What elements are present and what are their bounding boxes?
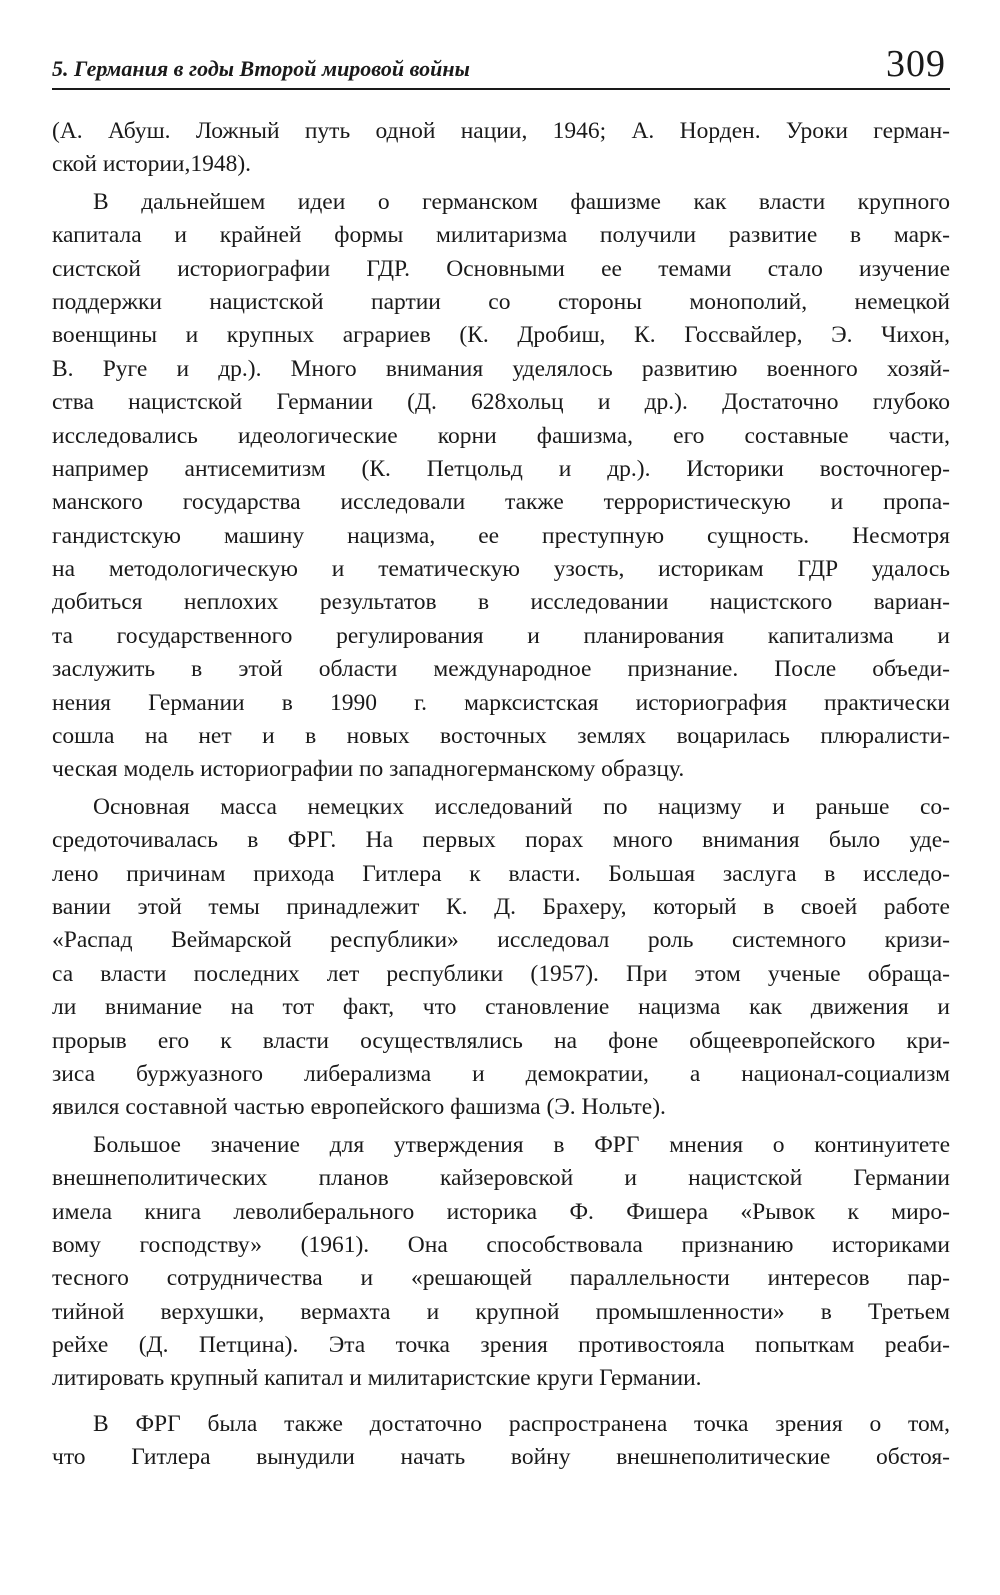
text-line: В. Руге и др.). Много внимания уделялось развитию военного хозяй-	[52, 355, 950, 382]
text-line: ства нацистской Германии (Д. 628хольц и др.). Достаточно глубоко	[52, 389, 950, 416]
text-line: ской истории,1948).	[52, 151, 252, 178]
text-line: вому господству» (1961). Она способствовала признанию историками	[52, 1231, 950, 1258]
paragraph	[52, 115, 950, 182]
paragraph	[52, 1129, 950, 1396]
text-line: систской историографии ГДР. Основными ее темами стало изучение	[52, 255, 950, 282]
text-line: ли внимание на тот факт, что становление нацизма как движения и	[52, 994, 950, 1021]
text-line: что Гитлера вынудили начать войну внешнеполитические обстоя-	[52, 1444, 950, 1471]
text-line: В дальнейшем идеи о германском фашизме как власти крупного	[93, 188, 950, 215]
paragraph	[52, 186, 950, 787]
text-line: та государственного регулирования и планирования капитализма и	[52, 622, 950, 649]
text-line: капитала и крайней формы милитаризма получили развитие в марк-	[52, 222, 950, 249]
text-line: зиса буржуазного либерализма и демократии, а национал-социализм	[52, 1060, 950, 1087]
text-line: Большое значение для утверждения в ФРГ мнения о континуитете	[93, 1131, 950, 1158]
text-line: гандистскую машину нацизма, ее преступную сущность. Несмотря	[52, 522, 950, 549]
text-line: В ФРГ была также достаточно распространена точка зрения о том,	[93, 1410, 950, 1437]
text-line: исследовались идеологические корни фашизма, его составные части,	[52, 422, 950, 449]
page-number: 309	[886, 43, 946, 85]
page-header	[52, 38, 950, 90]
text-line: внешнеполитических планов кайзеровской и нацистской Германии	[52, 1165, 950, 1192]
text-line: нения Германии в 1990 г. марксистская историография практически	[52, 689, 950, 716]
text-line: литировать крупный капитал и милитаристские круги Германии.	[52, 1365, 702, 1392]
text-line: «Распад Веймарской республики» исследовал роль системного кризи-	[52, 927, 950, 954]
text-line: заслужить в этой области международное признание. После объеди-	[52, 656, 950, 683]
text-line: прорыв его к власти осуществлялись на фоне общеевропейского кри-	[52, 1027, 950, 1054]
text-line: добиться неплохих результатов в исследовании нацистского вариан-	[52, 589, 950, 616]
text-line: са власти последних лет республики (1957). При этом ученые обраща-	[52, 960, 950, 987]
text-line: Основная масса немецких исследований по нацизму и раньше со-	[93, 793, 950, 820]
paragraph	[52, 791, 950, 1125]
text-line: манского государства исследовали также террористическую и пропа-	[52, 489, 950, 516]
text-line: средоточивалась в ФРГ. На первых порах много внимания было уде-	[52, 827, 950, 854]
text-line: лено причинам прихода Гитлера к власти. Большая заслуга в исследо-	[52, 860, 950, 887]
text-line: военщины и крупных аграриев (К. Дробиш, К. Госсвайлер, Э. Чихон,	[52, 322, 950, 349]
text-line: сошла на нет и в новых восточных землях воцарилась плюралисти-	[52, 723, 950, 750]
text-line: на методологическую и тематическую узость, историкам ГДР удалось	[52, 556, 950, 583]
running-head: 5. Германия в годы Второй мировой войны	[52, 56, 470, 81]
text-line: тийной верхушки, вермахта и крупной промышленности» в Третьем	[52, 1298, 950, 1325]
text-line: тесного сотрудничества и «решающей параллельности интересов пар-	[52, 1265, 950, 1292]
paragraph	[52, 1408, 950, 1475]
text-line: явился составной частью европейского фашизма (Э. Нольте).	[52, 1094, 666, 1121]
body-text	[52, 115, 950, 1479]
text-line: вании этой темы принадлежит К. Д. Брахеру, который в своей работе	[52, 893, 950, 920]
text-line: например антисемитизм (К. Петцольд и др.). Историки восточногер-	[52, 455, 950, 482]
text-line: имела книга леволиберального историка Ф. Фишера «Рывок к миро-	[52, 1198, 950, 1225]
text-line: ческая модель историографии по западногерманскому образцу.	[52, 756, 685, 783]
text-line: (А. Абуш. Ложный путь одной нации, 1946; А. Норден. Уроки герман-	[52, 118, 950, 144]
text-line: рейхе (Д. Петцина). Эта точка зрения противостояла попыткам реаби-	[52, 1332, 950, 1359]
text-line: поддержки нацистской партии со стороны монополий, немецкой	[52, 288, 950, 315]
